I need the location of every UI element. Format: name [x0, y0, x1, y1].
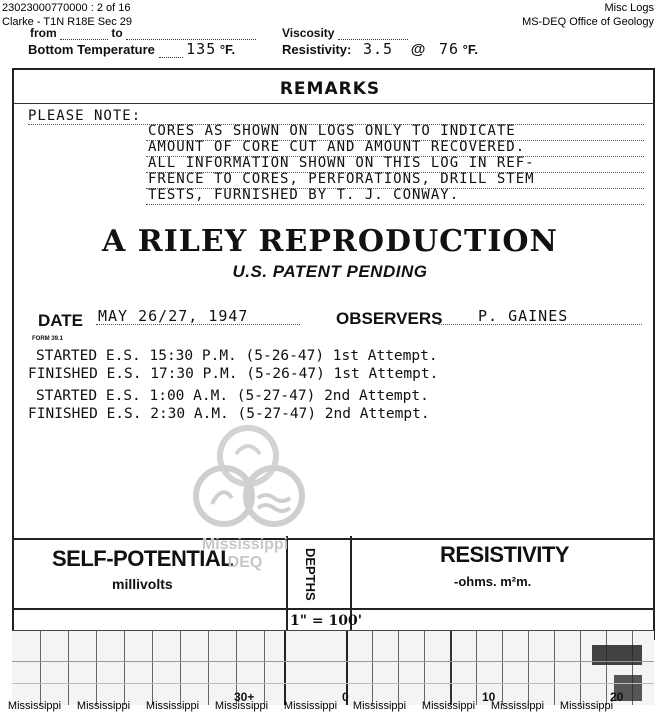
bottom-temperature-value: 135 — [186, 40, 217, 58]
footer-word: Mississippi — [490, 700, 545, 712]
scale-mark-right1: 10 — [482, 690, 496, 704]
es-log-entry: STARTED E.S. 15:30 P.M. (5-26-47) 1st Attempt. — [36, 348, 438, 364]
to-label: to — [111, 26, 123, 40]
footer-word: Mississippi — [559, 700, 614, 712]
please-note-label: PLEASE NOTE: — [28, 108, 142, 124]
scale-mark-right2: 20 — [610, 690, 624, 704]
watermark-line1: Mississippi — [201, 536, 289, 553]
bottom-temperature-label: Bottom Temperature — [28, 42, 155, 57]
es-log-entry: FINISHED E.S. 17:30 P.M. (5-26-47) 1st Attempt. — [28, 366, 439, 382]
es-log-entry: FINISHED E.S. 2:30 A.M. (5-27-47) 2nd Attempt. — [28, 406, 430, 422]
resistivity-temp-value: 76 — [438, 40, 460, 58]
footer-watermark-row — [0, 700, 660, 715]
remarks-title: REMARKS — [279, 79, 381, 99]
mdeq-watermark-logo — [188, 416, 308, 536]
office-label: MS-DEQ Office of Geology — [522, 16, 654, 28]
remark-line: CORES AS SHOWN ON LOGS ONLY TO INDICATE — [148, 123, 516, 139]
resistivity-label: Resistivity: — [282, 42, 352, 57]
bottom-temperature-unit: °F. — [219, 42, 236, 57]
viscosity-label: Viscosity — [282, 26, 335, 40]
from-label: from — [30, 26, 57, 40]
watermark-line2: DEQ — [227, 554, 263, 571]
date-label: DATE — [38, 311, 84, 330]
bottom-temperature-row — [28, 40, 235, 58]
observers-label: OBSERVERS — [336, 309, 443, 328]
observers-dotted-rule — [438, 324, 642, 325]
remark-line: AMOUNT OF CORE CUT AND AMOUNT RECOVERED. — [148, 139, 526, 155]
date-dotted-rule — [96, 324, 300, 325]
self-potential-unit: millivolts — [112, 576, 173, 592]
viscosity-row — [282, 26, 408, 40]
form-number: FORM 39.1 — [32, 336, 64, 342]
remarks-dotted-rule — [146, 204, 644, 205]
date-value: MAY 26/27, 1947 — [98, 307, 249, 325]
log-grid-strip — [12, 630, 654, 705]
footer-word: Mississippi — [145, 700, 200, 712]
company-banner: A RILEY REPRODUCTION — [102, 224, 558, 259]
footer-word: Mississippi — [421, 700, 476, 712]
es-log-entry: STARTED E.S. 1:00 A.M. (5-27-47) 2nd Attempt. — [36, 388, 429, 404]
resistivity-temp-unit: °F. — [462, 42, 478, 57]
remarks-divider — [12, 103, 654, 104]
resistivity-unit: -ohms. m²m. — [454, 574, 532, 589]
footer-word: Mississippi — [283, 700, 338, 712]
depths-label: DEPTHS — [303, 547, 318, 601]
footer-word: Mississippi — [7, 700, 62, 712]
resistivity-title: RESISTIVITY — [440, 542, 569, 567]
resistivity-value: 3.5 — [363, 40, 394, 58]
depth-scale: 1" = 100' — [290, 613, 363, 629]
remark-line: TESTS, FURNISHED BY T. J. CONWAY. — [148, 187, 460, 203]
remark-line: ALL INFORMATION SHOWN ON THIS LOG IN REF- — [148, 155, 535, 171]
at-symbol: @ — [410, 41, 426, 58]
scale-mark-center: 0 — [342, 690, 349, 704]
observers-value: P. GAINES — [478, 307, 569, 325]
patent-label: U.S. PATENT PENDING — [232, 262, 428, 281]
remark-line: FRENCE TO CORES, PERFORATIONS, DRILL STEM — [148, 171, 535, 187]
location-label: Clarke - T1N R18E Sec 29 — [2, 16, 133, 28]
scanned-log-document — [0, 26, 660, 715]
footer-word: Mississippi — [76, 700, 131, 712]
footer-word: Mississippi — [352, 700, 407, 712]
resistivity-row — [282, 40, 478, 58]
scale-mark-left: 30+ — [234, 690, 255, 704]
document-id: 23023000770000 : 2 of 16 — [2, 2, 131, 14]
frame-top-border — [12, 68, 654, 70]
category-label: Misc Logs — [604, 2, 654, 14]
watermark-text — [180, 536, 310, 572]
footer-word: Mississippi — [214, 700, 269, 712]
self-potential-title: SELF-POTENTIAL — [52, 546, 234, 571]
from-to-row — [30, 26, 256, 40]
